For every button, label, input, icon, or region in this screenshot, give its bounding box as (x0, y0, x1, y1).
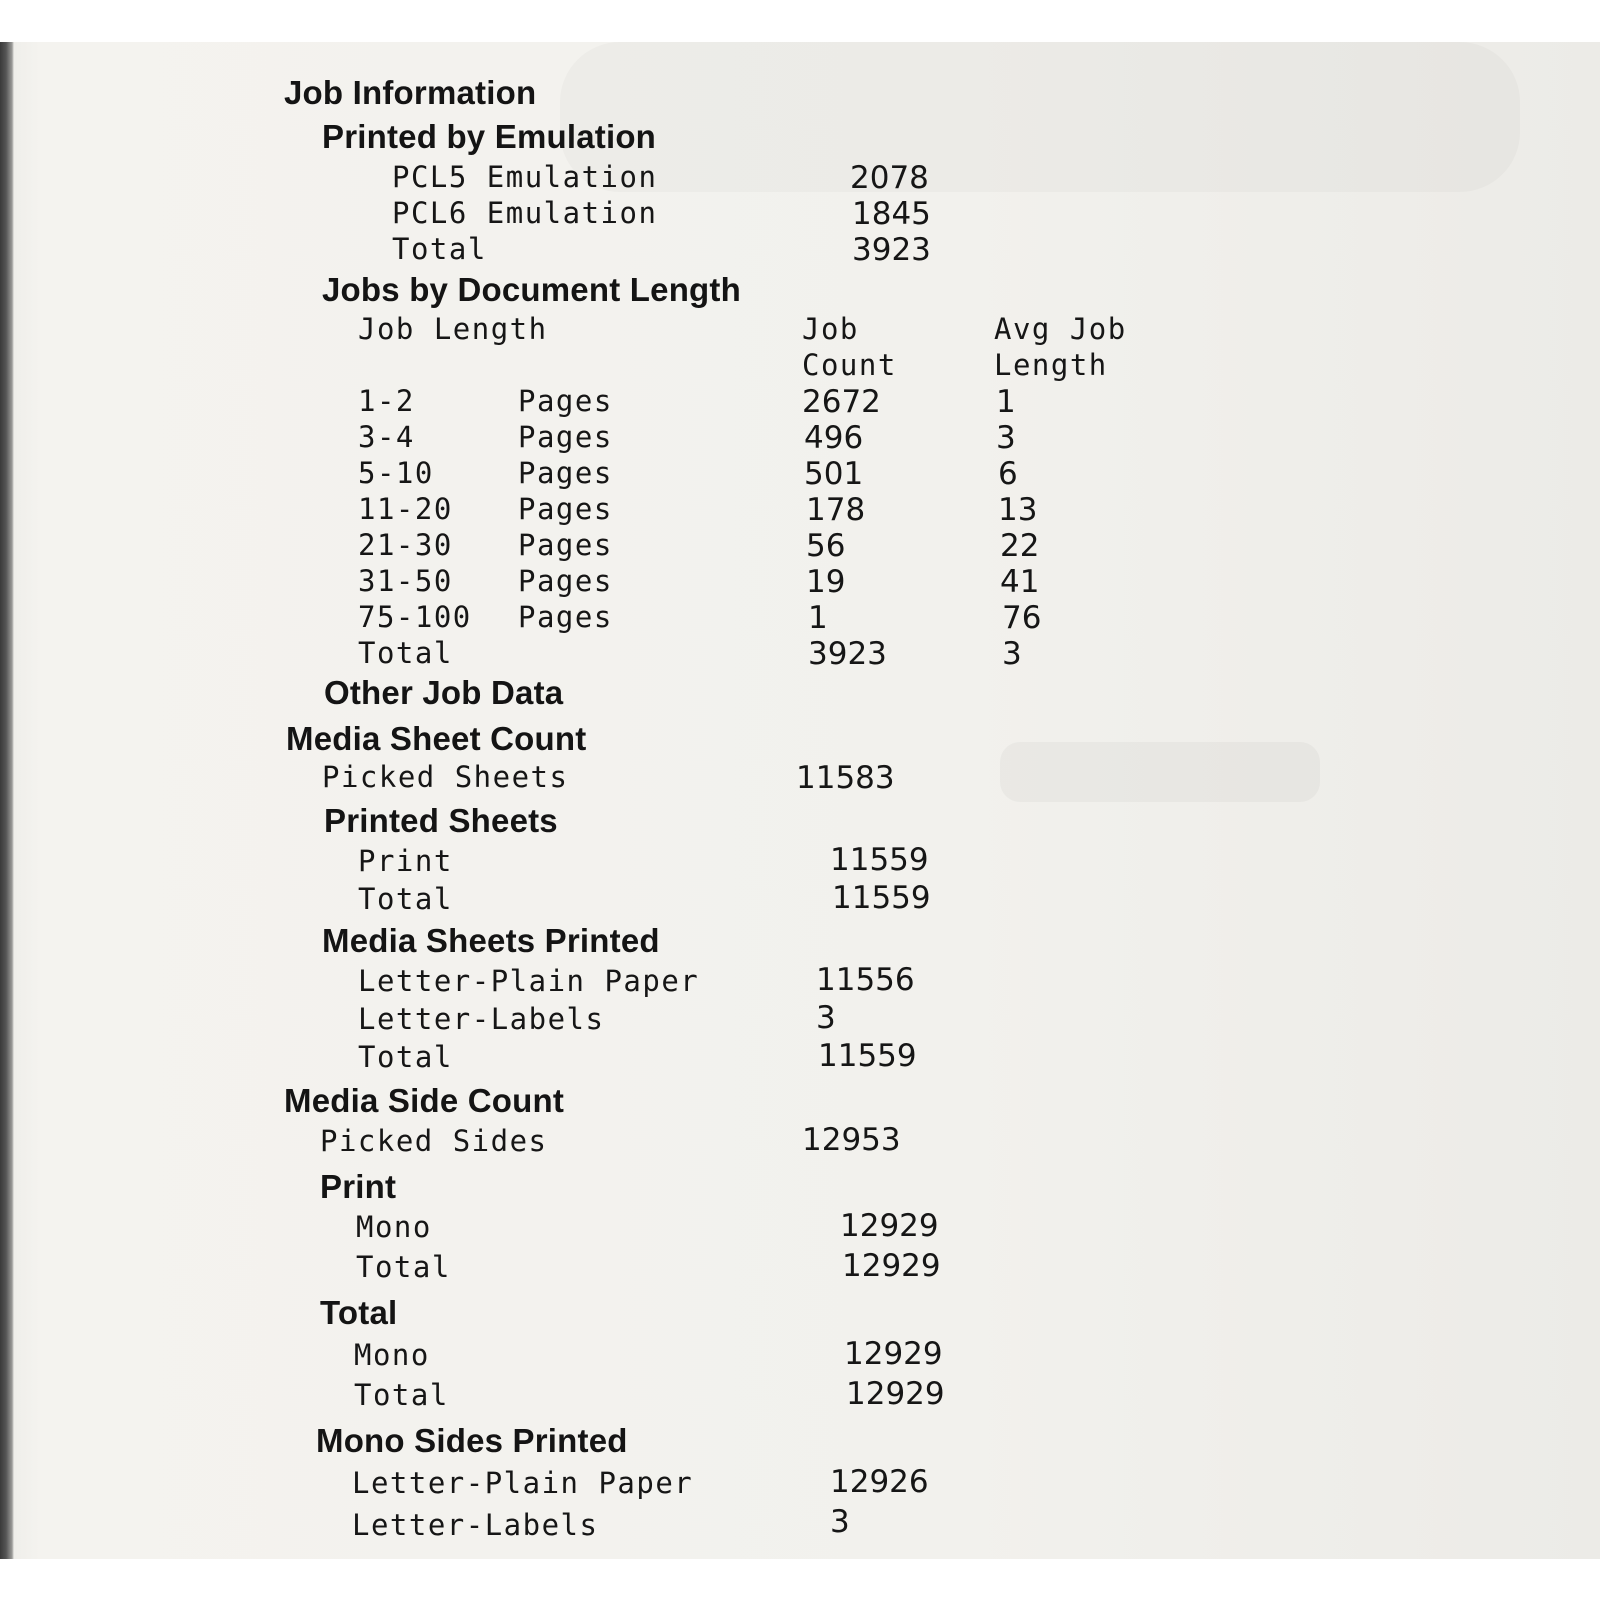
row-value: 2078 (850, 160, 929, 196)
subsection-title-media-sheets-printed: Media Sheets Printed (322, 922, 660, 959)
table-row-range: 11-20 (358, 492, 453, 526)
table-row-unit: Pages (518, 564, 613, 598)
row-label: Mono (354, 1338, 430, 1372)
column-header-job-count: Count (802, 348, 897, 382)
table-row-range: 5-10 (358, 456, 434, 490)
table-row-unit: Pages (518, 384, 613, 418)
show-through-shading (1000, 742, 1320, 802)
table-row-count: 56 (806, 528, 846, 564)
table-row-count: 501 (804, 456, 864, 492)
column-header-job-length: Job Length (358, 312, 548, 346)
row-label: PCL6 Emulation (392, 196, 658, 230)
page-edge-shadow (0, 42, 14, 1559)
table-row-count: 1 (808, 600, 828, 636)
table-row-range: 1-2 (358, 384, 415, 418)
table-total-avg: 3 (1002, 636, 1022, 672)
section-title-media-sheet-count: Media Sheet Count (286, 720, 587, 757)
row-value: 12926 (830, 1464, 929, 1500)
table-row-avg: 13 (998, 492, 1038, 528)
table-total-label: Total (358, 636, 453, 670)
row-value: 3 (830, 1504, 850, 1540)
row-value: 12929 (844, 1336, 943, 1372)
table-row-count: 19 (806, 564, 846, 600)
row-value: 12929 (840, 1208, 939, 1244)
row-value: 1845 (852, 196, 931, 232)
table-row-avg: 41 (1000, 564, 1040, 600)
row-value: 11559 (830, 842, 929, 878)
paper-sheet (0, 42, 1600, 1559)
row-value: 11559 (818, 1038, 917, 1074)
row-value: 11583 (796, 760, 895, 796)
row-label: Letter-Plain Paper (352, 1466, 694, 1500)
row-value: 3923 (852, 232, 931, 268)
row-value: 11556 (816, 962, 915, 998)
table-row-count: 178 (806, 492, 866, 528)
section-title-job-information: Job Information (284, 74, 537, 111)
row-value: 11559 (832, 880, 931, 916)
table-row-range: 31-50 (358, 564, 453, 598)
subsection-title-printed-sheets: Printed Sheets (324, 802, 558, 839)
row-label: Print (358, 844, 453, 878)
row-label: Total (354, 1378, 449, 1412)
subsection-title-printed-by-emulation: Printed by Emulation (322, 118, 657, 155)
table-total-count: 3923 (808, 636, 887, 672)
table-row-range: 21-30 (358, 528, 453, 562)
row-value: 12929 (846, 1376, 945, 1412)
subsection-title-jobs-by-document-length: Jobs by Document Length (322, 271, 741, 308)
table-row-unit: Pages (518, 456, 613, 490)
table-row-count: 496 (804, 420, 864, 456)
row-label: Total (358, 882, 453, 916)
table-row-avg: 1 (996, 384, 1016, 420)
row-value: 12929 (842, 1248, 941, 1284)
table-row-avg: 3 (996, 420, 1016, 456)
row-label: Picked Sheets (322, 760, 569, 794)
row-label: Total (356, 1250, 451, 1284)
column-header-avg-job-length: Avg Job (994, 312, 1127, 346)
row-label: Letter-Labels (352, 1508, 599, 1542)
column-header-job-count: Job (802, 312, 859, 346)
row-label: Picked Sides (320, 1124, 548, 1158)
row-label: PCL5 Emulation (392, 160, 658, 194)
table-row-avg: 6 (998, 456, 1018, 492)
row-label: Total (392, 232, 487, 266)
row-label: Total (358, 1040, 453, 1074)
table-row-range: 75-100 (358, 600, 472, 634)
bottom-border (0, 1559, 1600, 1600)
subsection-title-print: Print (320, 1168, 397, 1205)
row-label: Letter-Plain Paper (358, 964, 700, 998)
table-row-range: 3-4 (358, 420, 415, 454)
table-row-avg: 22 (1000, 528, 1040, 564)
table-row-unit: Pages (518, 492, 613, 526)
table-row-unit: Pages (518, 528, 613, 562)
subsection-title-mono-sides-printed: Mono Sides Printed (316, 1422, 628, 1459)
row-label: Letter-Labels (358, 1002, 605, 1036)
table-row-count: 2672 (802, 384, 881, 420)
row-value: 3 (816, 1000, 836, 1036)
show-through-shading (560, 42, 1520, 192)
row-label: Mono (356, 1210, 432, 1244)
section-title-media-side-count: Media Side Count (284, 1082, 565, 1119)
subsection-title-total: Total (320, 1294, 398, 1331)
column-header-avg-job-length: Length (994, 348, 1108, 382)
table-row-unit: Pages (518, 420, 613, 454)
row-value: 12953 (802, 1122, 901, 1158)
table-row-unit: Pages (518, 600, 613, 634)
table-row-avg: 76 (1002, 600, 1042, 636)
subsection-title-other-job-data: Other Job Data (324, 674, 564, 711)
